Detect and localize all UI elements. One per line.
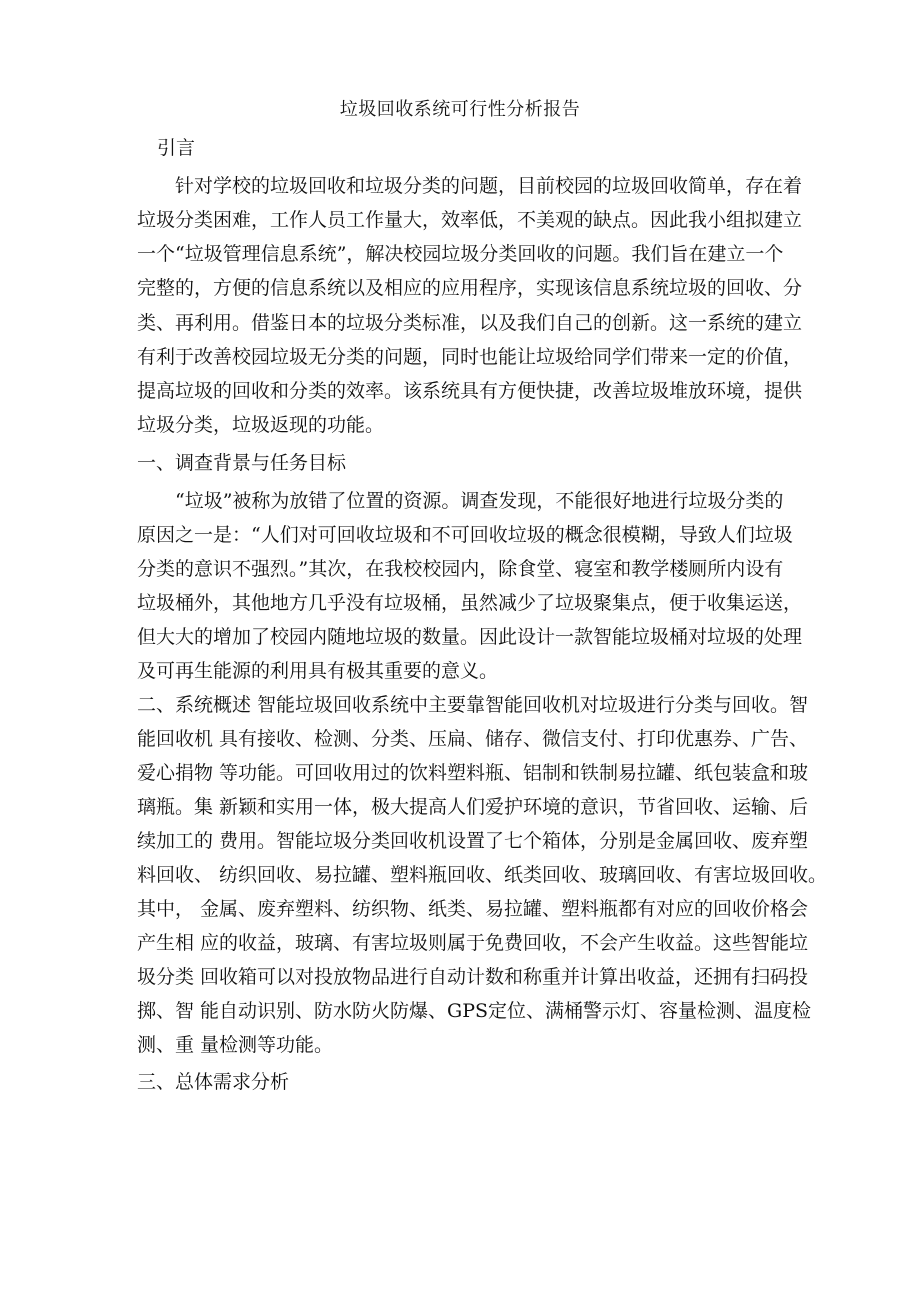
paragraph-line: 但大大的增加了校园内随地垃圾的数量。因此设计一款智能垃圾桶对垃圾的处理	[137, 626, 803, 648]
section-3-heading: 三、总体需求分析	[137, 1071, 290, 1093]
paragraph-line: 璃瓶。集 新颖和实用一体，极大提高人们爱护环境的意识，节省回收、运输、后	[137, 796, 809, 818]
paragraph-line: 续加工的 费用。智能垃圾分类回收机设置了七个箱体，分别是金属回收、废弃塑	[137, 830, 809, 852]
document-title: 垃圾回收系统可行性分析报告	[339, 99, 581, 120]
paragraph-line: 产生相 应的收益，玻璃、有害垃圾则属于免费回收，不会产生收益。这些智能垃	[137, 932, 809, 954]
paragraph-line: 其中， 金属、废弃塑料、纺织物、纸类、易拉罐、塑料瓶都有对应的回收价格会	[137, 898, 809, 920]
paragraph-line: 分类的意识不强烈。”其次，在我校校园内，除食堂、寝室和教学楼厕所内设有	[137, 558, 784, 580]
paragraph-line: 一个“垃圾管理信息系统”，解决校园垃圾分类回收的问题。我们旨在建立一个	[137, 243, 784, 265]
paragraph-line: 爱心捐物 等功能。可回收用过的饮料塑料瓶、铝制和铁制易拉罐、纸包装盒和玻	[137, 762, 809, 784]
paragraph-line: 料回收、 纺织回收、易拉罐、塑料瓶回收、纸类回收、玻璃回收、有害垃圾回收。	[137, 864, 828, 886]
paragraph-line: 完整的，方便的信息系统以及相应的应用程序，实现该信息系统垃圾的回收、分	[137, 277, 803, 299]
paragraph-line: 针对学校的垃圾回收和垃圾分类的问题，目前校园的垃圾回收简单，存在着	[175, 175, 803, 197]
paragraph-line: 能回收机 具有接收、检测、分类、压扁、储存、微信支付、打印优惠券、广告、	[137, 728, 809, 750]
paragraph-line: 垃圾桶外，其他地方几乎没有垃圾桶，虽然减少了垃圾聚集点，便于收集运送，	[137, 592, 803, 614]
paragraph-line: “垃圾”被称为放错了位置的资源。调查发现，不能很好地进行垃圾分类的	[175, 490, 784, 512]
paragraph-line: 类、再利用。借鉴日本的垃圾分类标准，以及我们自己的创新。这一系统的建立	[137, 312, 803, 334]
paragraph-line: 及可再生能源的利用具有极其重要的意义。	[137, 660, 499, 682]
paragraph-line: 测、重 量检测等功能。	[137, 1034, 334, 1056]
paragraph-line: 圾分类 回收箱可以对投放物品进行自动计数和称重并计算出收益，还拥有扫码投	[137, 966, 809, 988]
paragraph-line: 有利于改善校园垃圾无分类的问题，同时也能让垃圾给同学们带来一定的价值，	[137, 346, 803, 368]
paragraph-line: 垃圾分类困难，工作人员工作量大，效率低，不美观的缺点。因此我小组拟建立	[137, 209, 803, 231]
section-2-line: 二、系统概述 智能垃圾回收系统中主要靠智能回收机对垃圾进行分类与回收。智	[137, 694, 809, 716]
paragraph-line: 掷、智 能自动识别、防水防火防爆、GPS定位、满桶警示灯、容量检测、温度检	[137, 1000, 812, 1022]
paragraph-line: 原因之一是：“人们对可回收垃圾和不可回收垃圾的概念很模糊，导致人们垃圾	[137, 524, 793, 546]
paragraph-line: 垃圾分类，垃圾返现的功能。	[137, 414, 385, 436]
paragraph-line: 提高垃圾的回收和分类的效率。该系统具有方便快捷，改善垃圾堆放环境，提供	[137, 380, 803, 402]
section-1-heading: 一、调查背景与任务目标	[137, 452, 347, 474]
intro-heading: 引言	[157, 137, 196, 159]
